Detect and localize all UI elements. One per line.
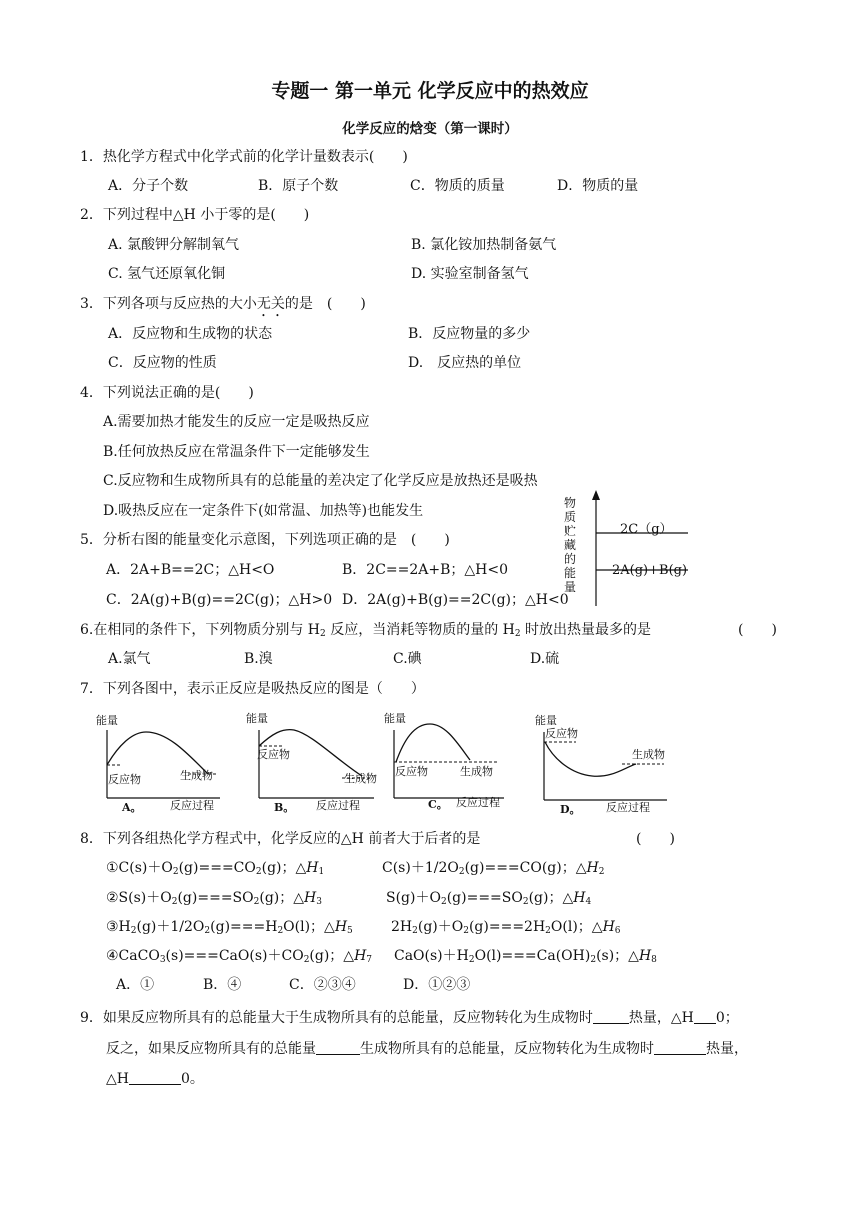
- graph-a-letter: A。: [122, 801, 142, 814]
- question-3-stem: 3．下列各项与反应热的大小无关的是 ( ): [80, 296, 366, 312]
- graph-c-product-label: 生成物: [460, 765, 493, 778]
- q8-option-b: B．④: [203, 977, 242, 993]
- graph-d-product-label: 生成物: [632, 748, 665, 761]
- q6-option-d: D.硫: [530, 651, 560, 667]
- question-1-stem: 1．热化学方程式中化学式前的化学计量数表示( ): [80, 149, 408, 165]
- q8-row-1-right: $C(s)+1/2O_2(g)===CO(g)$；$\triangle H_2$: [382, 860, 605, 877]
- graph-c-letter: C。: [428, 798, 448, 811]
- graph-a-ylabel: 能量: [96, 714, 118, 727]
- q1-option-a: A．分子个数: [108, 178, 189, 194]
- q8-row-1-left: $①C(s)+O_2(g)===CO_2(g)$；$\triangle H_1$: [106, 860, 325, 877]
- q7-graph-d: [532, 712, 672, 824]
- graph-a-product-label: 生成物: [180, 769, 213, 782]
- q3-option-d: D. 反应热的单位: [408, 355, 522, 371]
- q5-energy-diagram: [562, 488, 702, 610]
- graph-c-reactant-label: 反应物: [395, 765, 428, 778]
- q1-option-c: C．物质的质量: [410, 178, 505, 194]
- graph-a-reactant-label: 反应物: [108, 773, 141, 786]
- q4-option-d: D.吸热反应在一定条件下(如常温、加热等)也能发生: [103, 503, 424, 519]
- q8-answer-paren: ( ): [636, 831, 675, 847]
- q6-option-a: A.氯气: [108, 651, 151, 667]
- graph-b-letter: B。: [274, 801, 295, 814]
- question-4-stem: 4．下列说法正确的是( ): [80, 385, 254, 401]
- q6-answer-paren: ( ): [738, 622, 777, 638]
- fill-blank[interactable]: [129, 1070, 181, 1085]
- q2-option-b: B. 氯化铵加热制备氨气: [411, 237, 557, 253]
- question-9-line-3: △H 0。: [106, 1071, 204, 1087]
- q1-option-b: B．原子个数: [258, 178, 339, 194]
- q8-row-4-left: $④CaCO_3(s)===CaO(s)+CO_2(g)$；$\triangle H_7$: [106, 948, 373, 965]
- page-subtitle: 化学反应的焓变（第一课时）: [342, 121, 518, 137]
- graph-d-ylabel: 能量: [535, 714, 557, 727]
- q5-upper-level-label: 2C（g）: [620, 522, 673, 537]
- question-8-stem: 8．下列各组热化学方程式中，化学反应的△H 前者大于后者的是: [80, 831, 481, 847]
- q2-option-c: C. 氢气还原氧化铜: [108, 266, 226, 282]
- q2-option-a: A. 氯酸钾分解制氧气: [108, 237, 240, 253]
- q7-graph-b: [242, 710, 382, 820]
- q8-row-2-left: $②S(s)+O_2(g)===SO_2(g)$；$\triangle H_3$: [106, 890, 322, 907]
- q8-row-3-left: $③H_2(g)+1/2O_2(g)===H_2O(l)$；$\triangle H_5$: [106, 919, 353, 936]
- q4-option-c: C.反应物和生成物所具有的总能量的差决定了化学反应是放热还是吸热: [103, 473, 538, 489]
- graph-d-xlabel: 反应过程: [606, 801, 650, 814]
- q3-option-b: B．反应物量的多少: [408, 326, 531, 342]
- q2-option-d: D. 实验室制备氢气: [411, 266, 529, 282]
- graph-b-product-label: 生成物: [344, 772, 377, 785]
- question-9-line-2: 反之，如果反应物所具有的总能量 生成物所具有的总能量，反应物转化为生成物时 热量，: [106, 1041, 748, 1057]
- graph-c-ylabel: 能量: [384, 712, 406, 725]
- graph-a-xlabel: 反应过程: [170, 799, 214, 812]
- q7-graph-a: [88, 710, 228, 820]
- q1-option-d: D．物质的量: [557, 178, 639, 194]
- graph-b-ylabel: 能量: [246, 712, 268, 725]
- question-9-line-1: 9．如果反应物所具有的总能量大于生成物所具有的总能量，反应物转化为生成物时 热量，△H 0；: [80, 1010, 739, 1026]
- graph-c-xlabel: 反应过程: [456, 796, 500, 809]
- q5-option-b: B．2C==2A+B；△H<0: [342, 562, 509, 578]
- q8-option-c: C．②③④: [289, 977, 356, 993]
- q3-option-c: C．反应物的性质: [108, 355, 217, 371]
- q8-option-d: D．①②③: [403, 977, 471, 993]
- fill-blank[interactable]: [593, 1009, 629, 1024]
- q4-option-b: B.任何放热反应在常温条件下一定能够发生: [103, 444, 370, 460]
- fill-blank[interactable]: [654, 1040, 706, 1055]
- question-2-stem: 2．下列过程中△H 小于零的是( ): [80, 207, 310, 223]
- q8-option-a: A．①: [116, 977, 155, 993]
- q5-option-d: D．2A(g)+B(g)==2C(g)；△H<0: [342, 592, 569, 608]
- q7-graph-c: [384, 710, 524, 820]
- question-5-stem: 5．分析右图的能量变化示意图，下列选项正确的是 ( ): [80, 532, 450, 548]
- question-6-stem: 6.在相同的条件下，下列物质分别与 $H_2$ 反应，当消耗等物质的量的 $H_2$ 时放出热量最多的是: [80, 622, 652, 639]
- emphasis-text: 无关: [256, 296, 285, 312]
- q6-option-b: B.溴: [244, 651, 273, 667]
- q8-row-2-right: $S(g)+O_2(g)===SO_2(g)$；$\triangle H_4$: [386, 890, 592, 907]
- graph-b-reactant-label: 反应物: [257, 748, 290, 761]
- q6-option-c: C.碘: [393, 651, 422, 667]
- q8-row-4-right: $CaO(s)+H_2O(l)===Ca(OH)_2(s)$；$\triangle H_8$: [394, 948, 657, 965]
- q5-option-a: A．2A+B==2C；△H<O: [106, 562, 275, 578]
- q4-option-a: A.需要加热才能发生的反应一定是吸热反应: [103, 414, 370, 430]
- q8-row-3-right: $2H_2(g)+O_2(g)===2H_2O(l)$；$\triangle H_6$: [391, 919, 621, 936]
- fill-blank[interactable]: [316, 1040, 360, 1055]
- q5-lower-level-label: 2A(g)+B(g): [612, 563, 688, 578]
- q3-option-a: A．反应物和生成物的状态: [108, 326, 273, 342]
- q5-ylabel: 物质贮藏的能量: [564, 496, 577, 594]
- graph-d-letter: D。: [560, 803, 581, 816]
- page-title: 专题一 第一单元 化学反应中的热效应: [271, 80, 589, 102]
- graph-b-xlabel: 反应过程: [316, 799, 360, 812]
- q5-option-c: C．2A(g)+B(g)==2C(g)；△H>0: [106, 592, 333, 608]
- graph-d-reactant-label: 反应物: [545, 727, 578, 740]
- question-7-stem: 7．下列各图中，表示正反应是吸热反应的图是（ ）: [80, 681, 425, 697]
- fill-blank[interactable]: [694, 1009, 716, 1024]
